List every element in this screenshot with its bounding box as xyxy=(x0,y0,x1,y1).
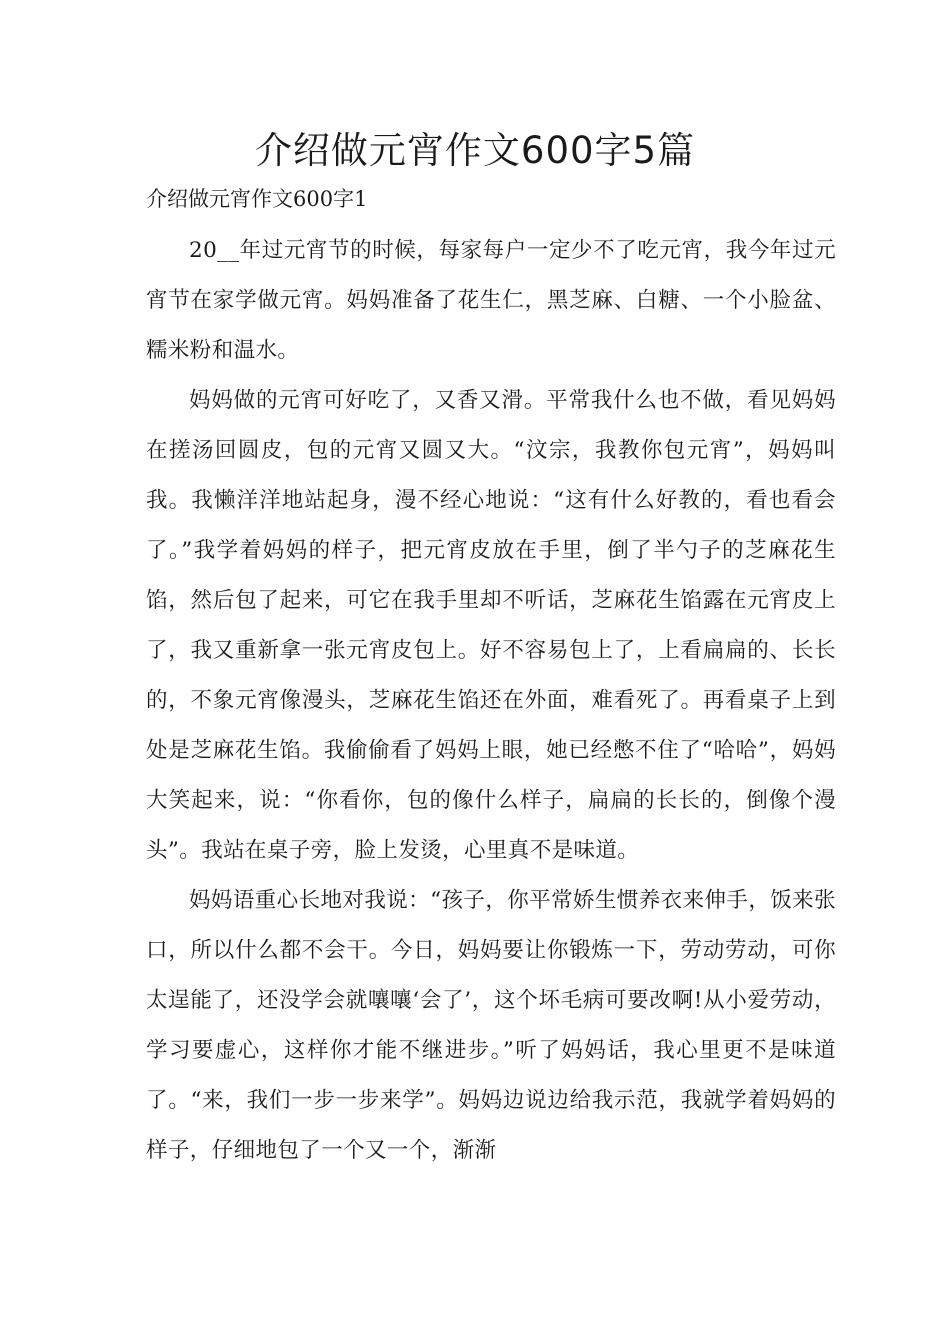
article-body xyxy=(146,226,836,1176)
paragraph-3: 妈妈语重心长地对我说：“孩子，你平常娇生惯养衣来伸手，饭来张口，所以什么都不会干。今日，妈妈要让你锻炼一下，劳动劳动，可你太逞能了，还没学会就嚷嚷‘会了’，这个坏毛病可要改啊!从小爱劳动，学习要虚心，这样你才能不继进步。”听了妈妈话，我心里更不是味道了。“来，我们一步一步来学”。妈妈边说边给我示范，我就学着妈妈的样子，仔细地包了一个又一个，渐渐 xyxy=(146,888,836,1163)
document-title: 介绍做元宵作文600字5篇 xyxy=(254,129,696,172)
paragraph-2: 妈妈做的元宵可好吃了，又香又滑。平常我什么也不做，看见妈妈在搓汤回圆皮，包的元宵又圆又大。“汶宗，我教你包元宵”，妈妈叫我。我懒洋洋地站起身，漫不经心地说：“这有什么好教的，看也看会了。”我学着妈妈的样子，把元宵皮放在手里，倒了半勺子的芝麻花生馅，然后包了起来，可它在我手里却不听话，芝麻花生馅露在元宵皮上了，我又重新拿一张元宵皮包上。好不容易包上了，上看扁扁的、长长的，不象元宵像漫头，芝麻花生馅还在外面，难看死了。再看桌子上到处是芝麻花生馅。我偷偷看了妈妈上眼，她已经憋不住了“哈哈”，妈妈大笑起来，说：“你看你，包的像什么样子，扁扁的长长的，倒像个漫头”。我站在桌子旁，脸上发烫，心里真不是味道。 xyxy=(146,388,836,863)
paragraph-1: 20__年过元宵节的时候，每家每户一定少不了吃元宵，我今年过元宵节在家学做元宵。妈妈准备了花生仁，黑芝麻、白糖、一个小脸盆、糯米粉和温水。 xyxy=(146,238,836,363)
section-heading: 介绍做元宵作文600字1 xyxy=(146,187,368,211)
